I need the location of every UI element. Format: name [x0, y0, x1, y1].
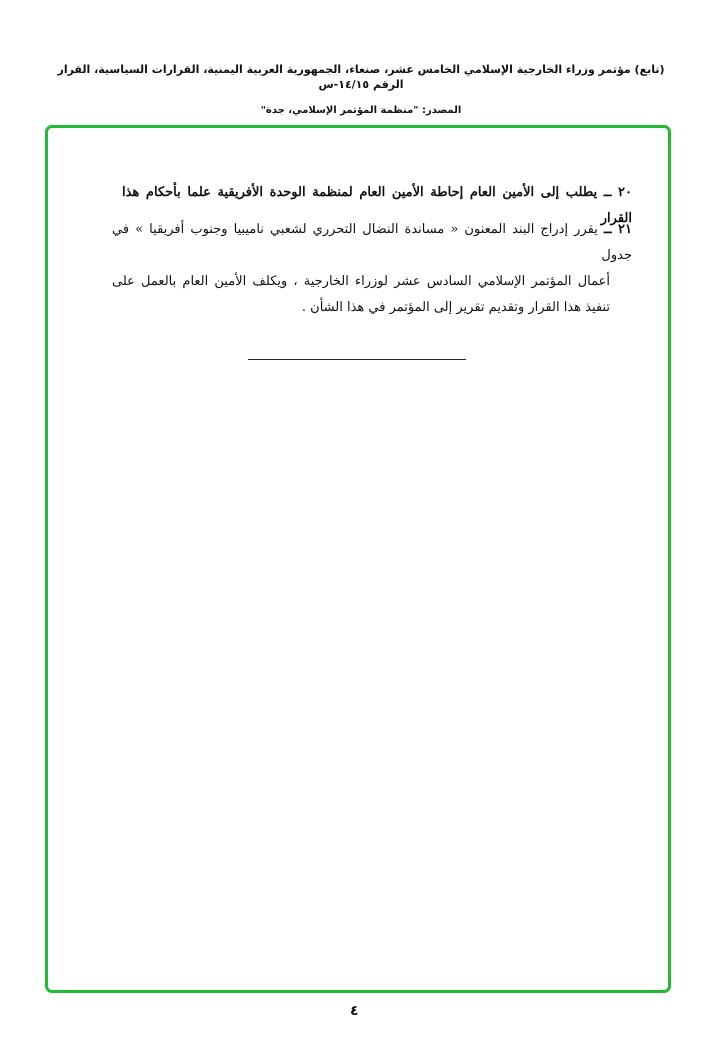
item-text-line1: يقرر إدراج البند المعنون « مساندة النضال التحرري لشعبي ناميبيا وجنوب أفريقيا » في جدول [112, 222, 632, 263]
item-text-rest: أعمال المؤتمر الإسلامي السادس عشر لوزراء الخارجية ، ويكلف الأمين العام بالعمل على تنفيذ هذا القرار وتقديم تقرير إلى المؤتمر في هذا الشأن . [112, 274, 610, 315]
item-text: يطلب إلى الأمين العام إحاطة الأمين العام لمنظمة الوحدة الأفريقية علما بأحكام هذا القرار [122, 185, 632, 226]
resolution-item-21 [112, 217, 632, 321]
document-header [41, 62, 681, 118]
item-number: ٢١ ــ [603, 222, 632, 237]
document-header-title: (تابع) مؤتمر وزراء الخارجية الإسلامي الخامس عشر، صنعاء، الجمهورية العربية اليمنية، القرارات السياسية، القرار الرقم ١٤/١٥-س [57, 63, 665, 91]
document-source: المصدر: "منظمة المؤتمر الإسلامي، جدة" [260, 105, 462, 116]
end-rule-divider [248, 359, 466, 360]
item-number: ٢٠ ــ [603, 185, 632, 200]
page-number: ٤ [350, 1003, 359, 1019]
